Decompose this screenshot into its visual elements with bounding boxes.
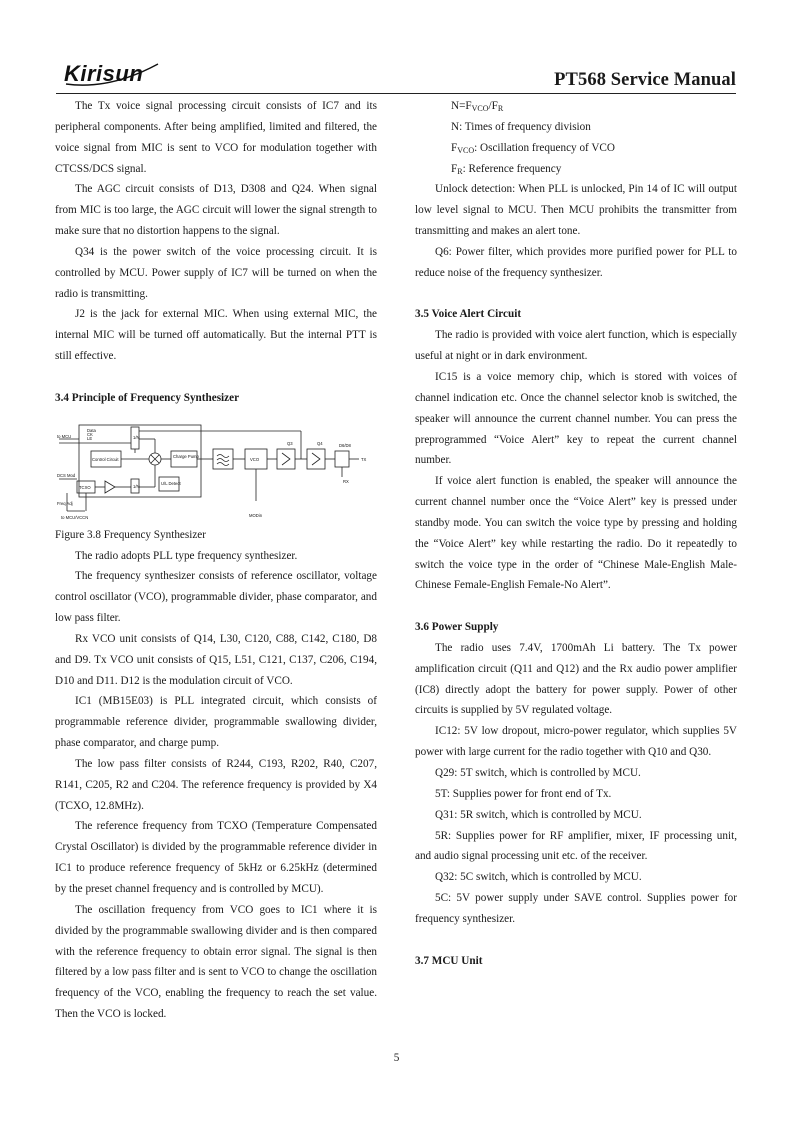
paragraph: Unlock detection: When PLL is unlocked, Pin 14 of IC will output low level signal to MCU. Then MCU prohibits the transmitter from transmitting and makes an alert tone.	[415, 183, 737, 238]
formula-note: $F_R$: Reference frequency	[451, 162, 562, 176]
label-ul: U/L Detect	[161, 480, 181, 486]
label-data: Data	[87, 427, 96, 433]
manual-title: PT568 Service Manual	[554, 70, 736, 90]
label-freq-adj: Freq Adj	[57, 500, 73, 506]
paragraph: Q34 is the power switch of the voice processing circuit. It is controlled by MCU. Power supply of IC7 will be turned on when the radio is transmitting.	[55, 245, 377, 300]
svg-text:Kirisun: Kirisun	[64, 61, 144, 86]
paragraph: The radio uses 7.4V, 1700mAh Li battery. The Tx power amplification circuit (Q11 and Q12) and the Rx audio power amplifier (IC8) directly adopt the battery for power supply. Power of other circuits is supplied by 5V regulated voltage.	[415, 641, 737, 717]
paragraph: Q32: 5C switch, which is controlled by MCU.	[435, 871, 642, 884]
label-to-mcu-vccn: to MCU/VCCN	[61, 514, 89, 520]
label-to-mcu: to MCU	[57, 433, 72, 439]
paragraph: IC1 (MB15E03) is PLL integrated circuit, which consists of programmable reference divider, programmable swallowing divider, phase comparator, and charge pump.	[55, 695, 377, 750]
paragraph: The frequency synthesizer consists of reference oscillator, voltage control oscillator (VCO), programmable divider, phase comparator, and low pass filter.	[55, 570, 377, 625]
label-control: Control Circuit	[92, 456, 119, 462]
paragraph: The Tx voice signal processing circuit consists of IC7 and its peripheral components. After being amplified, limited and filtered, the voice signal from MIC is sent to VCO for modulation together with CTCSS/DCS signal.	[55, 100, 377, 175]
left-column	[55, 96, 377, 1025]
formula-note: $F_{VCO}$: Oscillation frequency of VCO	[451, 141, 615, 155]
section-heading: 3.6 Power Supply	[415, 621, 499, 634]
paragraph: The reference frequency from TCXO (Temperature Compensated Crystal Oscillator) is divided by the programmable reference divider in IC1 to produce reference frequency of 5kHz or 6.25kHz (determined by the preset channel frequency and is controlled by MCU).	[55, 820, 377, 895]
section-heading: 3.4 Principle of Frequency Synthesizer	[55, 391, 240, 404]
label-modin: MODin	[249, 512, 263, 518]
page-header	[56, 54, 736, 98]
paragraph: 5C: 5V power supply under SAVE control. Supplies power for frequency synthesizer.	[415, 892, 737, 925]
kirisun-logo	[62, 60, 162, 88]
label-tx: TX	[361, 456, 367, 462]
section-heading: 3.5 Voice Alert Circuit	[415, 308, 522, 321]
paragraph: J2 is the jack for external MIC. When using external MIC, the internal MIC will be turned off automatically. But the internal PTT is still effective.	[55, 308, 377, 363]
label-div1: 1/N	[133, 434, 140, 440]
paragraph: The AGC circuit consists of D13, D308 and Q24. When signal from MIC is too large, the AGC circuit will lower the signal strength to make sure that no distortion happens to the signal.	[55, 183, 377, 238]
label-d6: D6/D8	[339, 442, 351, 448]
label-ck: CK	[87, 431, 93, 437]
paragraph: If voice alert function is enabled, the speaker will announce the current channel number once the “Voice Alert” key is pressed under standby mode. You can switch the voice type by pressing and holding the “Voice Alert” key while restarting the radio. Do it repeatedly to switch the voice type in the order of “Chinese Male-English Male-Chinese Female-English Female-No Alert”.	[415, 475, 737, 592]
label-q4: Q4	[317, 440, 323, 446]
paragraph: IC12: 5V low dropout, micro-power regulator, which supplies 5V power with large current for the radio together with Q10 and Q30.	[415, 725, 737, 759]
paragraph: Q31: 5R switch, which is controlled by MCU.	[435, 808, 642, 821]
paragraph: Q29: 5T switch, which is controlled by MCU.	[435, 767, 641, 779]
paragraph: Rx VCO unit consists of Q14, L30, C120, C88, C142, C180, D8 and D9. Tx VCO unit consists of Q15, L51, C121, C137, C206, C194, D10 and D11. D12 is the modulation circuit of VCO.	[55, 632, 377, 687]
label-rx: RX	[343, 478, 349, 484]
label-div2: 1/N	[133, 483, 140, 489]
block-diagram	[55, 409, 377, 525]
paragraph: The radio adopts PLL type frequency synthesizer.	[75, 549, 298, 562]
label-vco: VCO	[250, 456, 260, 462]
right-column	[415, 96, 737, 971]
label-q3: Q3	[287, 440, 293, 446]
page-number: 5	[393, 1052, 400, 1064]
formula: $N=F_{VCO}/F_R$	[451, 100, 504, 113]
paragraph: 5R: Supplies power for RF amplifier, mixer, IF processing unit, and audio signal processing unit etc. of the receiver.	[415, 829, 737, 863]
formula-note: N: Times of frequency division	[451, 120, 591, 133]
label-tcxo: TCXO	[79, 484, 91, 490]
section-heading: 3.7 MCU Unit	[415, 954, 483, 967]
header-divider	[56, 93, 736, 94]
paragraph: The oscillation frequency from VCO goes to IC1 where it is divided by the programmable swallowing divider and is then compared with the reference frequency to obtain error signal. The signal is then filtered by a low pass filter and is sent to VCO to change the oscillation frequency of the VCO, enabling the frequency to reach the set value. Then the VCO is locked.	[55, 903, 377, 1021]
frequency-synthesizer-figure	[55, 409, 377, 525]
label-le: LE	[87, 435, 93, 441]
paragraph: The low pass filter consists of R244, C193, R202, R40, C207, R141, C205, R2 and C204. The reference frequency is provided by X4 (TCXO, 12.8MHz).	[55, 757, 377, 812]
label-charge: Charge Pump	[173, 453, 199, 459]
paragraph: Q6: Power filter, which provides more purified power for PLL to reduce noise of the frequency synthesizer.	[415, 245, 737, 279]
figure-caption: Figure 3.8 Frequency Synthesizer	[55, 528, 206, 541]
paragraph: The radio is provided with voice alert function, which is especially useful at night or in dark environment.	[415, 329, 737, 363]
paragraph: IC15 is a voice memory chip, which is stored with voices of channel indication etc. Once the channel selector knob is switched, the speaker will announce the current channel number. You can press the preprogrammed “Voice Alert” key to repeat the current channel number.	[415, 370, 737, 467]
label-dcs: DCS Mod	[57, 472, 76, 478]
paragraph: 5T: Supplies power for front end of Tx.	[435, 787, 612, 800]
